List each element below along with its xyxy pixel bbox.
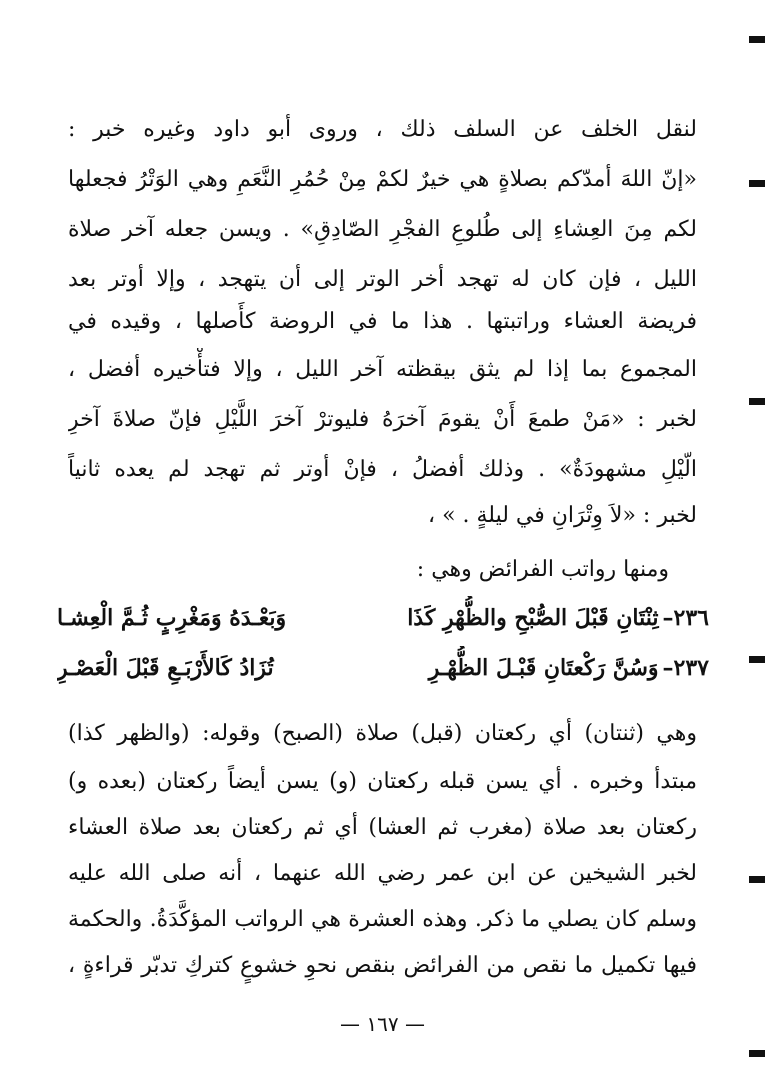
commentary-line-1: وهي (ثنتان) أي ركعتان (قبل) صلاة (الصبح) وقوله: (والظهر كذا) xyxy=(68,721,697,746)
text-line-8: الّيْلِ مشهودَةٌ» . وذلك أفضلُ ، فإنْ أوتر ثم تهجد لم يعده ثانياً xyxy=(68,457,697,482)
poem-hemistich-first-text: وَسُنَّ رَكْعتَانِ قَبْـلَ الظُّهْـرِ xyxy=(428,655,659,681)
verse-number: ٢٣٧– xyxy=(662,655,709,681)
text-line-1: لنقل الخلف عن السلف ذلك ، وروى أبو داود وغيره خبر : xyxy=(68,117,697,142)
poem-hemistich-second: وَبَعْـدَهُ وَمَغْرِبٍ ثُـمَّ الْعِشـا xyxy=(57,605,287,631)
scan-edge-mark xyxy=(749,36,765,43)
text-line-7: لخبر : «مَنْ طمعَ أَنْ يقومَ آخرَهُ فليوترْ آخرَ اللَّيْلِ فإنّ صلاةَ آخرِ xyxy=(68,407,697,432)
verse-number: ٢٣٦– xyxy=(662,605,709,631)
page-number: — ١٦٧ — xyxy=(340,1012,425,1036)
commentary-line-5: وسلم كان يصلي ما ذكر. وهذه العشرة هي الرواتب المؤكَّدَةُ. والحكمة xyxy=(68,907,697,932)
poem-hemistich-first-text: ثِنْتَانِ قَبْلَ الصُّبْحِ والظُّهْرِ كَذَا xyxy=(407,605,659,631)
scan-edge-mark xyxy=(749,656,765,663)
text-line-4: الليل ، فإن كان له تهجد أخر الوتر إلى أن يتهجد ، وإلا أوتر بعد xyxy=(68,267,697,292)
text-line-5: فريضة العشاء وراتبتها . هذا ما في الروضة كأَصلها ، وقيده في xyxy=(68,309,697,334)
text-line-3: لكم مِنَ العِشاءِ إلى طُلوعِ الفجْرِ الصّادِقِ» . ويسن جعله آخر صلاة xyxy=(68,217,697,242)
poem-verse-236 xyxy=(57,596,709,640)
poem-hemistich-first xyxy=(383,596,709,640)
scan-edge-mark xyxy=(749,398,765,405)
scan-edge-mark xyxy=(749,180,765,187)
text-line-10: ومنها رواتب الفرائض وهي : xyxy=(416,557,669,582)
scan-edge-mark xyxy=(749,876,765,883)
text-line-6: المجموع بما إذا لم يثق بيقظته آخر الليل ، وإلا فتأْخيره أفضل ، xyxy=(68,357,697,382)
commentary-line-3: ركعتان بعد صلاة (مغرب ثم العشا) أي ثم ركعتان بعد صلاة العشاء xyxy=(68,815,697,840)
scan-edge-mark xyxy=(749,1050,765,1057)
poem-verse-237 xyxy=(57,646,709,690)
text-line-2: «إنّ اللهَ أمدّكم بصلاةٍ هي خيرٌ لكمْ مِنْ حُمُرِ النَّعَمِ وهي الوَتْرُ فجعلها xyxy=(68,167,697,192)
poem-hemistich-first xyxy=(383,646,709,690)
text-line-9: لخبر : «لاَ وِتْرَانِ في ليلةٍ . » ، xyxy=(427,503,697,528)
poem-hemistich-second: تُزَادُ كَالأَرْبَـعِ قَبْلَ الْعَصْـرِ xyxy=(57,655,274,681)
commentary-line-2: مبتدأ وخبره . أي يسن قبله ركعتان (و) يسن أيضاً ركعتان (بعده و) xyxy=(68,769,697,794)
commentary-line-4: لخبر الشيخين عن ابن عمر رضي الله عنهما ، أنه صلى الله عليه xyxy=(68,861,697,886)
commentary-line-6: فيها تكميل ما نقص من الفرائض بنقص نحوِ خشوعٍ كتركِ تدبّر قراءةٍ ، xyxy=(68,953,697,978)
